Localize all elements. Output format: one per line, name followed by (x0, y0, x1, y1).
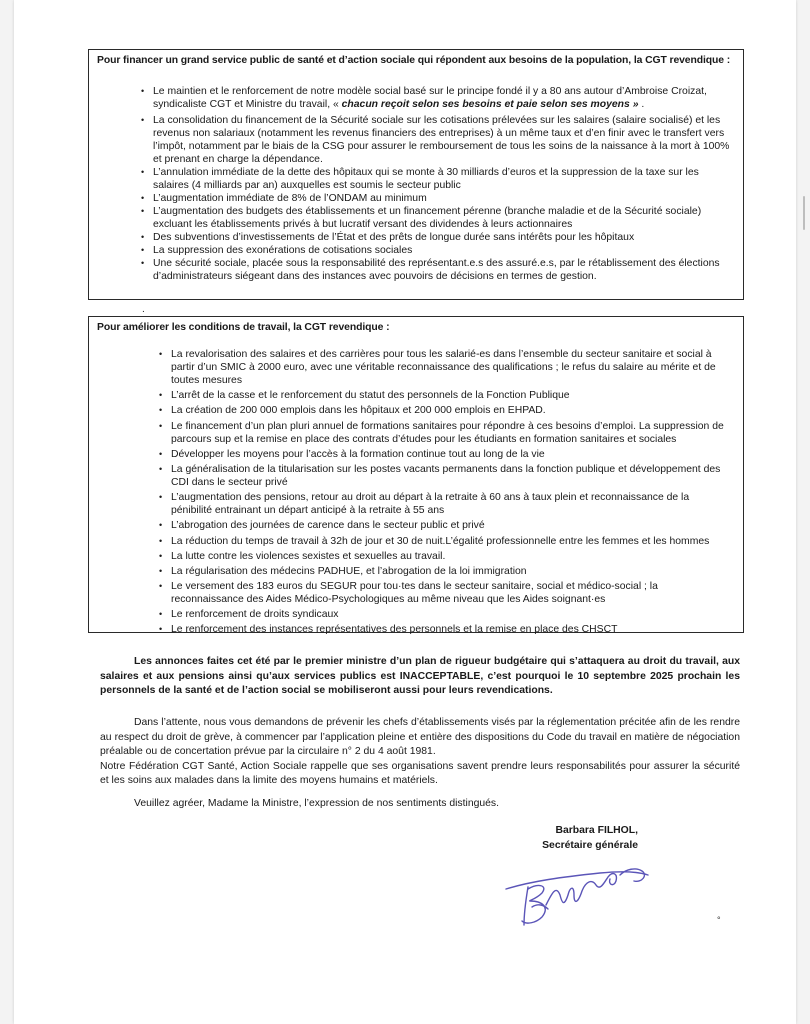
working-conditions-title: Pour améliorer les conditions de travail, la CGT revendique : (97, 322, 390, 333)
list-item: • Le renforcement des instances représentatives des personnels et la remise en place des CHSCT (159, 624, 618, 636)
bullet-icon: • (141, 232, 145, 242)
document-page (14, 0, 796, 1024)
bullet-icon: • (159, 550, 163, 561)
list-item: • L’abrogation des journées de carence dans le secteur public et privé (159, 520, 485, 532)
quote-emphasis: chacun reçoit selon ses besoins et paie selon ses moyens » (341, 99, 639, 110)
list-item: • Le versement des 183 euros du SEGUR pour tou·tes dans le secteur sanitaire, social et médico-social ; la reconnaissance des Aides Médico-Psychologiques au même niveau que les Aides soignant·es (159, 581, 658, 606)
bullet-icon: • (141, 167, 145, 177)
bullet-icon: • (159, 520, 163, 531)
bullet-icon: • (159, 405, 163, 416)
bullet-icon: • (159, 420, 163, 431)
list-item: • La régularisation des médecins PADHUE, et l’abrogation de la loi immigration (159, 565, 527, 577)
bullet-icon: • (159, 349, 163, 359)
bullet-icon: • (141, 245, 145, 255)
bullet-icon: • (159, 581, 163, 592)
list-item: • L’annulation immédiate de la dette des hôpitaux qui se monte à 30 milliards d’euros et la suppression de la taxe sur les salaires (4 milliards par an) auxquelles est soumis le secteur public (141, 167, 699, 191)
bullet-icon: • (159, 492, 163, 503)
list-item: • Des subventions d’investissements de l’État et des prêts de longue durée sans intérêts pour les hôpitaux (141, 232, 635, 243)
list-item: • L’augmentation immédiate de 8% de l’ONDAM au minimum (141, 193, 427, 204)
financing-demands-title: Pour financer un grand service public de santé et d’action sociale qui répondent aux besoins de la population, la CGT revendique : (97, 55, 731, 66)
bullet-icon: • (159, 535, 163, 546)
separator-dot: . (142, 304, 145, 315)
list-item: • L’augmentation des pensions, retour au droit au départ à la retraite à 60 ans à taux plein et reconnaissance de la pénibilité entrainant un départ anticipé à la retraite à 55 ans (159, 492, 690, 517)
bullet-icon: • (141, 86, 145, 96)
bullet-icon: • (159, 463, 163, 474)
financing-demands-box (88, 49, 744, 300)
signatory-role: Secrétaire générale (542, 840, 638, 851)
federation-paragraph: Notre Fédération CGT Santé, Action Sociale rappelle que ses organisations savent prendre leurs responsabilités pour assurer la sécurité et les soins aux malades dans la limite des moyens humains et matériels. (100, 760, 740, 786)
bullet-icon: • (159, 609, 163, 620)
bullet-icon: • (141, 193, 145, 203)
closing-paragraph: Veuillez agréer, Madame la Ministre, l’expression de nos sentiments distingués. (134, 798, 500, 809)
bullet-icon: • (159, 565, 163, 576)
scrollbar-thumb[interactable] (803, 196, 805, 230)
working-conditions-list (89, 348, 743, 636)
working-conditions-box (88, 316, 744, 636)
signatory-name: Barbara FILHOL, (555, 825, 638, 836)
list-item: • Développer les moyens pour l’accès à la formation continue tout au long de la vie (159, 448, 545, 460)
list-item: • Le maintien et le renforcement de notre modèle social basé sur le principe fondé il y a 80 ans autour d’Ambroise Croizat, syndicaliste CGT et Ministre du travail, « chacun reçoit selon ses besoins et paie selon ses moyens » . (141, 86, 707, 110)
bullet-icon: • (159, 624, 163, 635)
bullet-icon: • (159, 448, 163, 459)
financing-demands-list (89, 85, 743, 283)
announcement-paragraph: Les annonces faites cet été par le premier ministre d’un plan de rigueur budgétaire qui s’attaquera au droit du travail, aux salaires et aux pensions ainsi qu’aux services publics est INACCEPTABLE, c’est pourquoi le 10 septembre 2025 prochain les personnels de la santé et de l’action social se mobiliseront aussi pour leurs revendications. (100, 656, 740, 696)
list-item: • La création de 200 000 emplois dans les hôpitaux et 200 000 emplois en EHPAD. (159, 405, 546, 417)
list-item: • La généralisation de la titularisation sur les postes vacants permanents dans la fonction publique et développement des CDI dans le secteur privé (159, 463, 721, 488)
list-item: • Le financement d’un plan pluri annuel de formations sanitaires pour répondre à ces besoins d’emploi. La suppression de parcours sup et la remise en place des contrats d’études pour les étudiants en formation sanitaires et sociales (159, 420, 724, 445)
waiting-paragraph: Dans l’attente, nous vous demandons de prévenir les chefs d’établissements visés par la réglementation précitée afin de les rendre au respect du droit de grève, à commencer par l’application pleine et entière des dispositions du Code du travail en matière de négociation préalable ou de concertation prévue par la circulaire n° 2 du 4 août 1981. (100, 717, 740, 757)
bullet-icon: • (141, 206, 145, 216)
handwritten-signature (502, 855, 662, 935)
signatory-block (534, 823, 638, 853)
list-item: • La consolidation du financement de la Sécurité sociale sur les cotisations prélevées sur les salaires (salaire socialisé) et les revenus non salariaux (notamment les revenus financiers des entreprises) à un même taux et d’en finir avec le transfert vers l’impôt, notamment par le biais de la CSG pour assurer le remboursement de tous les soins de la naissance à la mort à 100% et prenant en charge la dépendance. (141, 115, 730, 165)
bullet-icon: • (141, 258, 145, 268)
list-item: • La réduction du temps de travail à 32h de jour et 30 de nuit.L’égalité professionnelle entre les femmes et les hommes (159, 535, 710, 547)
list-item: • L’arrêt de la casse et le renforcement du statut des personnels de la Fonction Publique (159, 390, 570, 402)
list-item: • La lutte contre les violences sexistes et sexuelles au travail. (159, 550, 446, 562)
bullet-icon: • (159, 390, 163, 401)
corner-mark: ° (717, 915, 721, 925)
list-item: • Le renforcement de droits syndicaux (159, 609, 339, 621)
list-item: • La revalorisation des salaires et des carrières pour tous les salarié-es dans l’ensemble du secteur sanitaire et social à partir d’un SMIC à 2000 euro, avec une véritable reconnaissance des qualifications ; le refus du salaire au mérite et de toutes mesures (159, 349, 716, 386)
list-item: • L’augmentation des budgets des établissements et un financement pérenne (branche maladie et de la Sécurité sociale) excluant les établissements privés à but lucratif versant des dividendes à leurs actionnaires (141, 206, 702, 230)
list-item: • Une sécurité sociale, placée sous la responsabilité des représentant.e.s des assuré.e.s, par le rétablissement des élections d’administrateurs siégeant dans des instances avec pouvoirs de décisions en termes de gestion. (141, 258, 720, 282)
list-item: • La suppression des exonérations de cotisations sociales (141, 245, 413, 256)
request-paragraphs (100, 716, 740, 789)
bullet-icon: • (141, 115, 145, 125)
